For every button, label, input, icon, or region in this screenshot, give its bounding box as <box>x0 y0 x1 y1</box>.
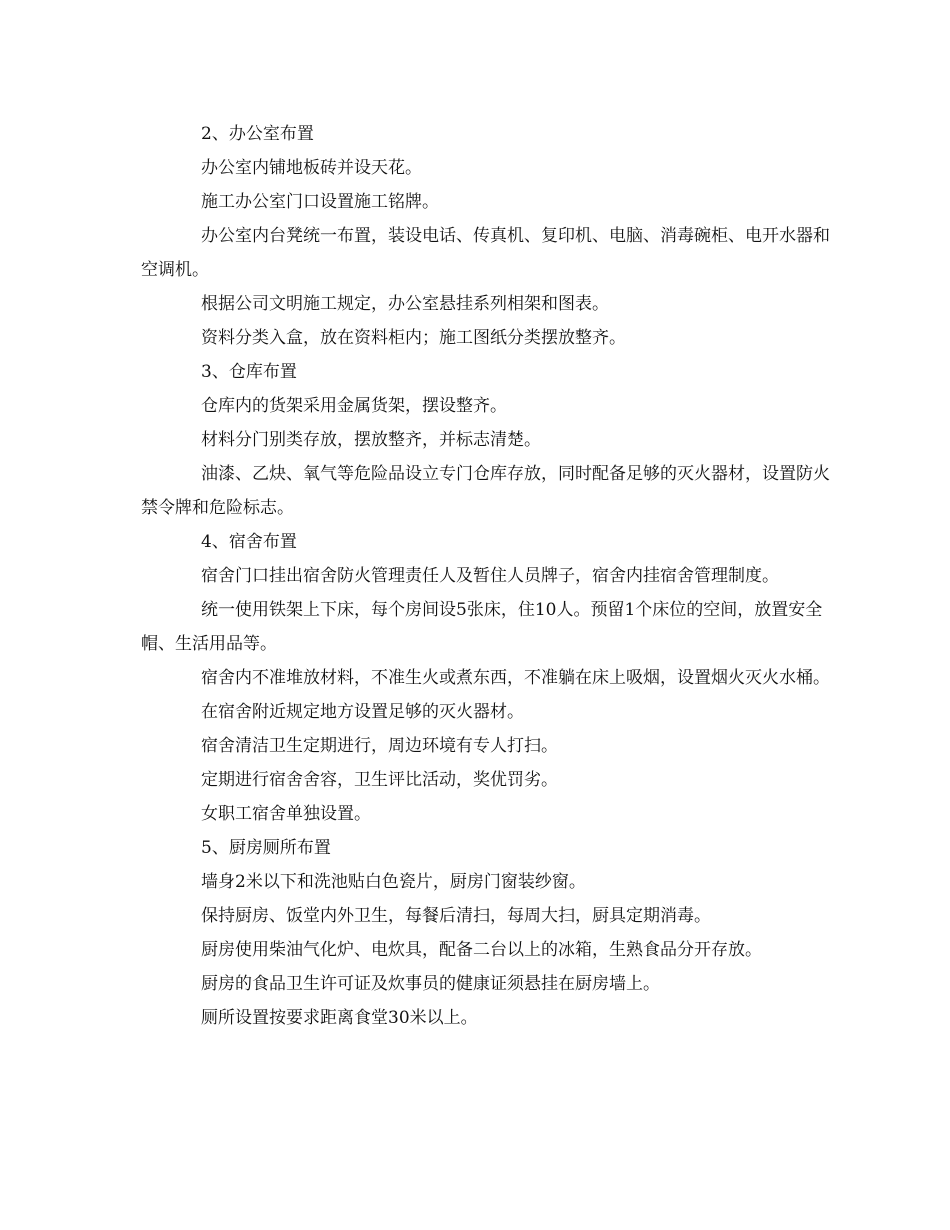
paragraph: 施工办公室门口设置施工铭牌。 <box>201 192 439 212</box>
paragraph: 保持厨房、饭堂内外卫生，每餐后清扫，每周大扫，厨具定期消毒。 <box>201 906 711 926</box>
paragraph: 办公室内台凳统一布置，装设电话、传真机、复印机、电脑、消毒碗柜、电开水器和空调机。 <box>141 226 830 280</box>
section-heading-office: 2、办公室布置 <box>201 124 314 144</box>
paragraph: 仓库内的货架采用金属货架，摆设整齐。 <box>201 396 507 416</box>
paragraph: 厕所设置按要求距离食堂30米以上。 <box>201 1008 478 1028</box>
paragraph: 女职工宿舍单独设置。 <box>201 804 371 824</box>
paragraph: 资料分类入盒，放在资料柜内；施工图纸分类摆放整齐。 <box>201 328 626 348</box>
paragraph: 厨房的食品卫生许可证及炊事员的健康证须悬挂在厨房墙上。 <box>201 974 660 994</box>
paragraph: 宿舍清洁卫生定期进行，周边环境有专人打扫。 <box>201 736 558 756</box>
paragraph: 厨房使用柴油气化炉、电炊具，配备二台以上的冰箱，生熟食品分开存放。 <box>201 940 762 960</box>
section-heading-warehouse: 3、仓库布置 <box>201 362 297 382</box>
paragraph: 定期进行宿舍舍容，卫生评比活动，奖优罚劣。 <box>201 770 558 790</box>
paragraph: 统一使用铁架上下床，每个房间设5张床，住10人。预留1个床位的空间，放置安全帽、生活用品等。 <box>141 600 823 654</box>
paragraph: 宿舍内不准堆放材料，不准生火或煮东西，不准躺在床上吸烟，设置烟火灭火水桶。 <box>201 668 830 688</box>
section-heading-dormitory: 4、宿舍布置 <box>201 532 297 552</box>
section-heading-kitchen: 5、厨房厕所布置 <box>201 838 331 858</box>
paragraph: 在宿舍附近规定地方设置足够的灭火器材。 <box>201 702 524 722</box>
paragraph: 宿舍门口挂出宿舍防火管理责任人及暂住人员牌子，宿舍内挂宿舍管理制度。 <box>201 566 779 586</box>
paragraph: 根据公司文明施工规定，办公室悬挂系列相架和图表。 <box>201 294 609 314</box>
paragraph: 办公室内铺地板砖并设天花。 <box>201 158 422 178</box>
paragraph: 墙身2米以下和洗池贴白色瓷片，厨房门窗装纱窗。 <box>201 872 586 892</box>
paragraph: 油漆、乙炔、氧气等危险品设立专门仓库存放，同时配备足够的灭火器材，设置防火禁令牌和危险标志。 <box>141 464 830 518</box>
paragraph: 材料分门别类存放，摆放整齐，并标志清楚。 <box>201 430 541 450</box>
